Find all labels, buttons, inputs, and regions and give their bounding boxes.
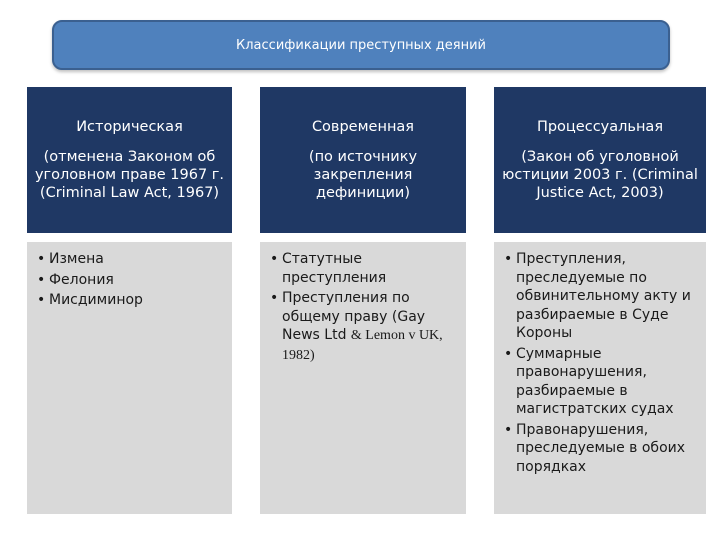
- historical-list: [27, 242, 232, 514]
- list-item: [268, 289, 458, 365]
- list-item: • Правонарушения, преследуемые в обоих порядках: [502, 421, 698, 477]
- banner-title: Классификации преступных деяний: [236, 37, 486, 53]
- modern-title: Современная: [311, 119, 415, 135]
- procedural-title: Процессуальная: [536, 119, 664, 135]
- list-item: • Преступления, преследуемые по обвинительному акту и разбираемые в Суде Короны: [502, 250, 698, 343]
- historical-title: Историческая: [76, 119, 183, 135]
- procedural-list: [494, 242, 706, 514]
- list-item: • Фелония: [35, 271, 224, 290]
- modern-header: [260, 87, 466, 233]
- procedural-header: [494, 87, 706, 233]
- classification-banner: [52, 20, 670, 70]
- list-item: • Статутные преступления: [268, 250, 458, 287]
- historical-subtitle: (отменена Законом об уголовном праве 1967 г. (Criminal Law Act, 1967): [34, 149, 225, 201]
- procedural-subtitle: (Закон об уголовной юстиции 2003 г. (Criminal Justice Act, 2003): [502, 149, 698, 201]
- list-item-case-citation: & Lemon v UK, 1982): [282, 328, 443, 363]
- modern-subtitle: (по источнику закрепления дефиниции): [308, 149, 418, 201]
- list-item-text: Преступления по общему праву (Gay News Ltd: [282, 290, 426, 343]
- historical-header: [27, 87, 232, 233]
- list-item: • Мисдиминор: [35, 291, 224, 310]
- list-item: • Измена: [35, 250, 224, 269]
- list-item: • Суммарные правонарушения, разбираемые в магистратских судах: [502, 345, 698, 419]
- modern-list: [260, 242, 466, 514]
